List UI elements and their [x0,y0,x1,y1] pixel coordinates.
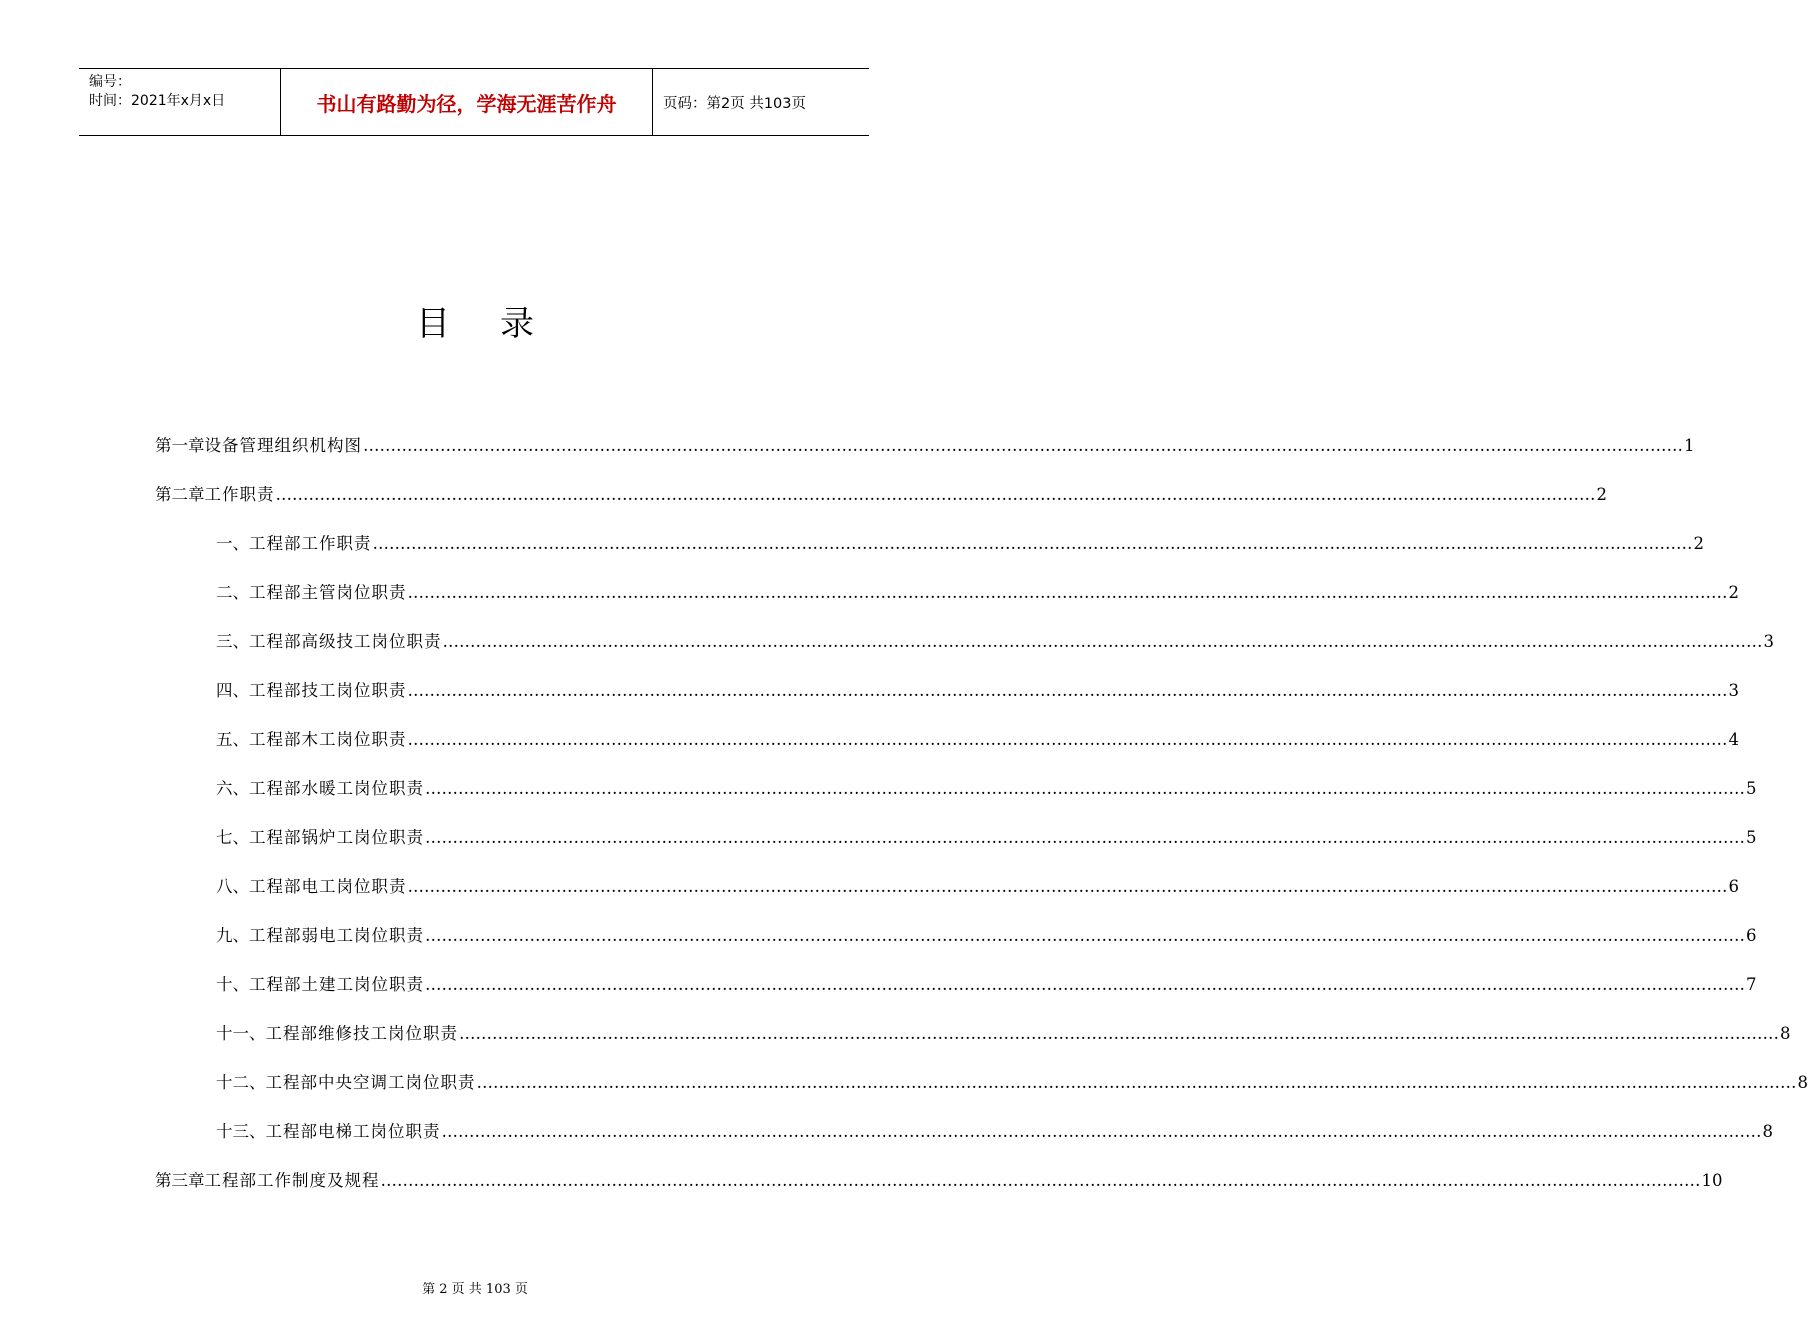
toc-entry[interactable] [216,726,1739,752]
toc-entry-title: 工作职责 [204,485,275,504]
toc-entry-number: 十、 [216,975,249,994]
toc-leader-dots: …………………………………………………………………………………………………………………………………………………………………………………………………………………… [425,779,1745,798]
header-meta [79,69,281,135]
header-motto: 书山有路勤为径，学海无涯苦作舟 [281,69,653,135]
toc-entry-number: 三、 [216,632,249,651]
toc-leader-dots: …………………………………………………………………………………………………………………………………………………………………………………………………………………… [363,436,1683,455]
toc-leader-dots: …………………………………………………………………………………………………………………………………………………………………………………………………………………… [441,1122,1762,1141]
toc-entry-title: 工程部维修技工岗位职责 [265,1024,458,1043]
toc-entry-title: 工程部主管岗位职责 [249,583,407,602]
toc-leader-dots: …………………………………………………………………………………………………………………………………………………………………………………………………………………… [407,583,1728,602]
toc-entry-page: 1 [1684,436,1695,455]
toc-entry-number: 七、 [216,828,249,847]
toc-entry-page: 8 [1780,1024,1791,1043]
toc-entry[interactable] [216,579,1739,605]
toc-entry-title: 工程部中央空调工岗位职责 [265,1073,476,1092]
toc-entry-page: 3 [1728,681,1739,700]
toc-entry[interactable] [155,481,1607,507]
toc-entry-title: 工程部土建工岗位职责 [249,975,424,994]
toc-entry-number: 五、 [216,730,249,749]
toc-entry-title: 工程部技工岗位职责 [249,681,407,700]
toc-entry[interactable] [216,677,1739,703]
toc-entry-number: 二、 [216,583,249,602]
toc-entry-page: 6 [1746,926,1757,945]
toc-entry-title: 工程部电工岗位职责 [249,877,407,896]
toc-entry-page: 2 [1596,485,1607,504]
title-char-2: 录 [500,304,534,344]
toc-entry-page: 5 [1746,779,1757,798]
toc-entry-title: 设备管理组织机构图 [204,436,362,455]
toc-entry-title: 工程部工作职责 [249,534,372,553]
toc-entry-title: 工程部电梯工岗位职责 [265,1122,441,1141]
toc-entry-page: 5 [1746,828,1757,847]
toc-entry[interactable] [155,1167,1723,1193]
toc-entry-page: 2 [1728,583,1739,602]
doc-number-label: 编号： [89,74,131,90]
toc-entry[interactable] [216,1118,1773,1144]
toc-entry[interactable] [216,1020,1791,1046]
toc-entry[interactable] [216,971,1757,997]
toc-entry-page: 10 [1701,1171,1723,1190]
toc-entry[interactable] [216,628,1774,654]
toc-leader-dots: …………………………………………………………………………………………………………………………………………………………………………………………………………………… [407,877,1728,896]
toc-entry-title: 工程部弱电工岗位职责 [249,926,424,945]
toc-entry-title: 工程部高级技工岗位职责 [249,632,442,651]
header-page-info: 页码：第2页 共103页 [663,95,807,112]
toc-entry-title: 工程部工作制度及规程 [204,1171,380,1190]
toc-leader-dots: …………………………………………………………………………………………………………………………………………………………………………………………………………………… [407,681,1728,700]
toc-leader-dots: …………………………………………………………………………………………………………………………………………………………………………………………………………………… [459,1024,1779,1043]
doc-time-label: 时间：2021年x月x日 [89,93,226,109]
toc-leader-dots: …………………………………………………………………………………………………………………………………………………………………………………………………………………… [372,534,1693,553]
toc-leader-dots: …………………………………………………………………………………………………………………………………………………………………………………………………………………… [476,1073,1797,1092]
toc-entry-number: 四、 [216,681,249,700]
toc-entry-page: 6 [1728,877,1739,896]
toc-entry[interactable] [216,1069,1808,1095]
toc-entry-number: 十三、 [216,1122,266,1141]
toc-entry[interactable] [216,775,1757,801]
toc-entry-title: 工程部水暖工岗位职责 [249,779,424,798]
toc-leader-dots: …………………………………………………………………………………………………………………………………………………………………………………………………………………… [407,730,1728,749]
toc-leader-dots: …………………………………………………………………………………………………………………………………………………………………………………………………………………… [380,1171,1701,1190]
toc-entry-page: 2 [1693,534,1704,553]
toc-entry-page: 3 [1763,632,1774,651]
toc-entry[interactable] [155,432,1695,458]
title-char-1: 目 [416,304,450,344]
toc-entry[interactable] [216,824,1757,850]
toc-entry-number: 八、 [216,877,249,896]
toc-entry-number: 第二章 [155,485,205,504]
page-header [79,68,869,136]
toc-leader-dots: …………………………………………………………………………………………………………………………………………………………………………………………………………………… [425,975,1745,994]
toc-leader-dots: …………………………………………………………………………………………………………………………………………………………………………………………………………………… [425,828,1745,847]
toc-entry-number: 十二、 [216,1073,266,1092]
toc-entry-number: 十一、 [216,1024,266,1043]
toc-entry-number: 六、 [216,779,249,798]
toc-entry[interactable] [216,922,1757,948]
toc-entry-number: 第一章 [155,436,205,455]
toc-entry-page: 8 [1762,1122,1773,1141]
toc-entry-number: 九、 [216,926,249,945]
page-title [0,296,950,345]
toc-entry-page: 7 [1746,975,1757,994]
toc-leader-dots: …………………………………………………………………………………………………………………………………………………………………………………………………………………… [442,632,1763,651]
toc-entry-number: 一、 [216,534,249,553]
toc-entry-title: 工程部木工岗位职责 [249,730,407,749]
toc-leader-dots: …………………………………………………………………………………………………………………………………………………………………………………………………………………… [275,485,1596,504]
toc-entry-title: 工程部锅炉工岗位职责 [249,828,424,847]
toc-entry-page: 4 [1728,730,1739,749]
page-footer: 第 2 页 共 103 页 [422,1282,528,1297]
toc-entry-number: 第三章 [155,1171,205,1190]
toc-leader-dots: …………………………………………………………………………………………………………………………………………………………………………………………………………………… [425,926,1745,945]
toc-entry-page: 8 [1797,1073,1808,1092]
toc-entry[interactable] [216,873,1739,899]
toc-entry[interactable] [216,530,1704,556]
